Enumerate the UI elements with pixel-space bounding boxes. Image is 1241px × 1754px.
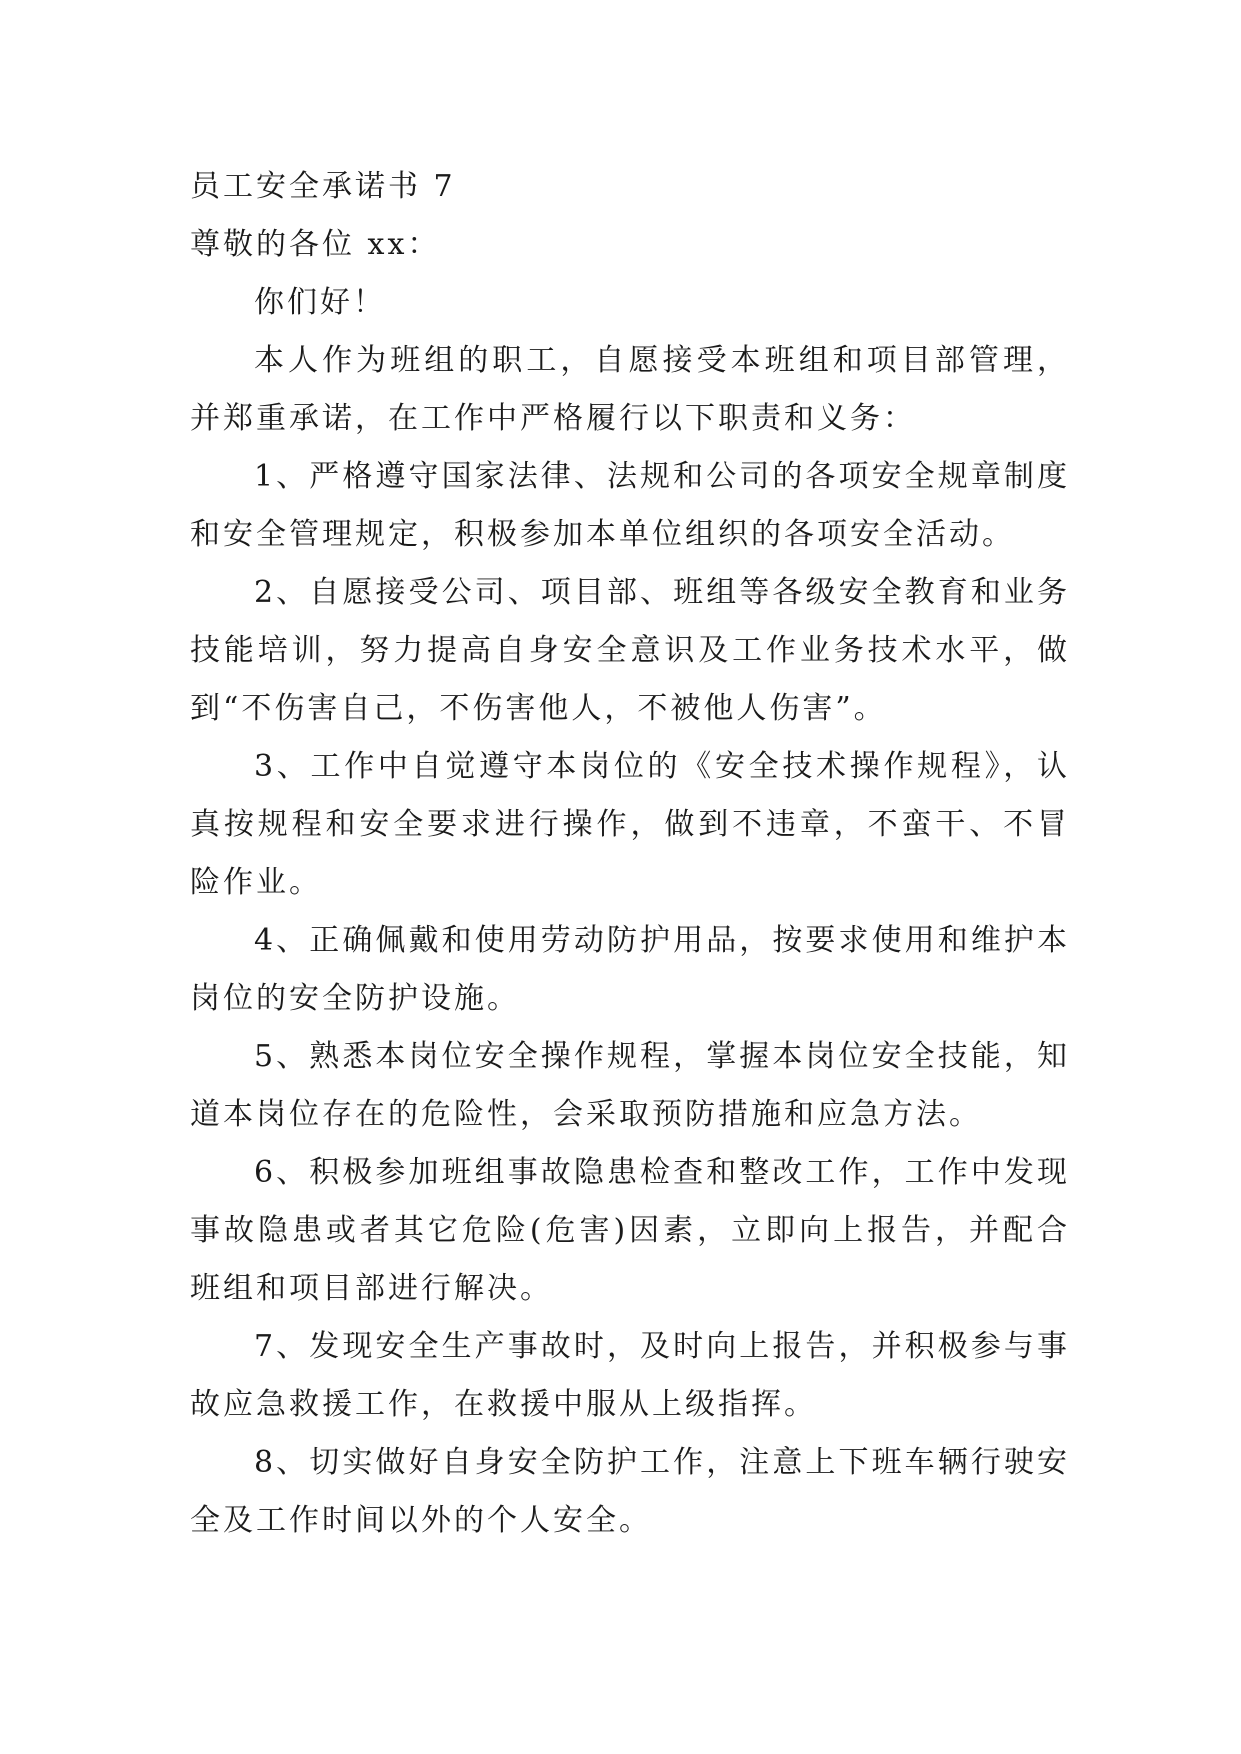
commitment-item-1: 1、严格遵守国家法律、法规和公司的各项安全规章制度和安全管理规定，积极参加本单位组织的各项安全活动。 — [190, 459, 1070, 552]
document-title: 员工安全承诺书 7 — [190, 169, 456, 204]
salutation: 尊敬的各位 xx： — [190, 227, 441, 262]
commitment-item-7: 7、发现安全生产事故时，及时向上报告，并积极参与事故应急救援工作，在救援中服从上级指挥。 — [190, 1329, 1070, 1422]
commitment-item-4: 4、正确佩戴和使用劳动防护用品，按要求使用和维护本岗位的安全防护设施。 — [190, 923, 1070, 1016]
commitment-item-3: 3、工作中自觉遵守本岗位的《安全技术操作规程》，认真按规程和安全要求进行操作，做到不违章，不蛮干、不冒险作业。 — [190, 749, 1070, 900]
commitment-item-2: 2、自愿接受公司、项目部、班组等各级安全教育和业务技能培训，努力提高自身安全意识及工作业务技术水平，做到“不伤害自己，不伤害他人，不被他人伤害”。 — [190, 575, 1070, 726]
commitment-item-5: 5、熟悉本岗位安全操作规程，掌握本岗位安全技能，知道本岗位存在的危险性，会采取预防措施和应急方法。 — [190, 1039, 1070, 1132]
document-body — [190, 158, 1070, 1550]
commitment-item-6: 6、积极参加班组事故隐患检查和整改工作，工作中发现事故隐患或者其它危险(危害)因素，立即向上报告，并配合班组和项目部进行解决。 — [190, 1155, 1070, 1306]
intro-paragraph: 本人作为班组的职工，自愿接受本班组和项目部管理，并郑重承诺，在工作中严格履行以下职责和义务： — [190, 343, 1070, 436]
greeting: 你们好！ — [254, 285, 386, 320]
commitment-item-8: 8、切实做好自身安全防护工作，注意上下班车辆行驶安全及工作时间以外的个人安全。 — [190, 1445, 1070, 1538]
